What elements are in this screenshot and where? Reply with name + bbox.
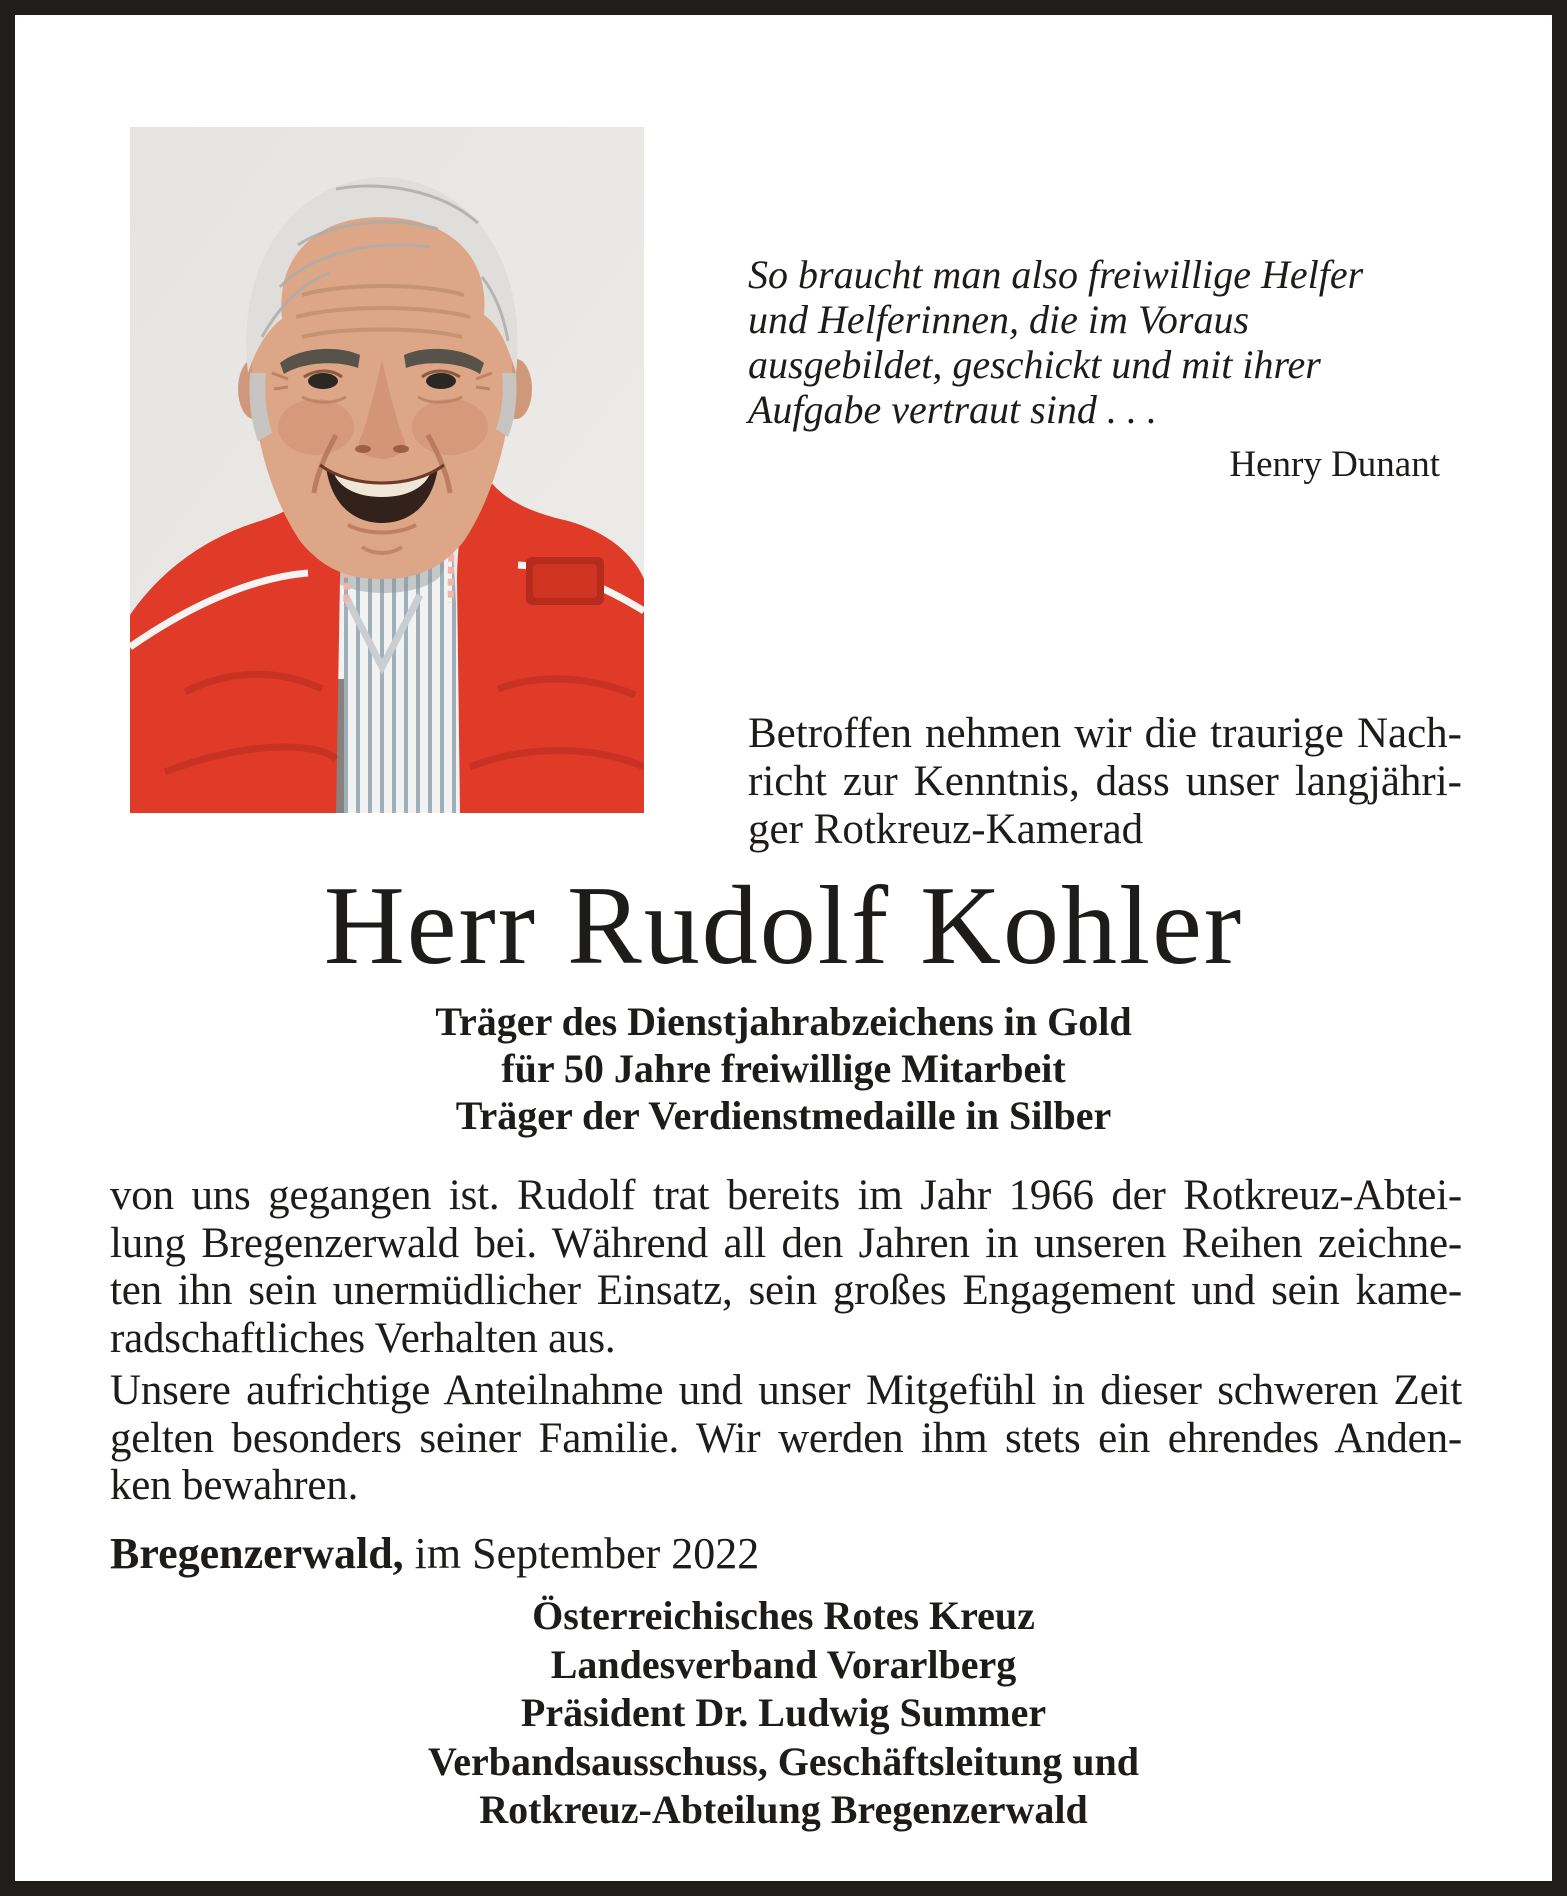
- signature-line: Präsident Dr. Ludwig Summer: [520, 1690, 1047, 1735]
- quote-line: ausgebildet, geschickt und mit ihrer: [748, 342, 1321, 387]
- honor-line: Träger der Verdienstmedaille in Silber: [455, 1093, 1112, 1138]
- body-line: ken bewahren.: [110, 1462, 359, 1509]
- date-line: [110, 1528, 759, 1581]
- portrait-photo: [130, 127, 644, 813]
- intro-text: [748, 710, 1462, 854]
- signature-block: [15, 1592, 1552, 1835]
- honors-block: [15, 998, 1552, 1139]
- portrait-photo-graphic: [130, 127, 644, 813]
- place-name: Bregenzerwald,: [110, 1529, 404, 1578]
- body-line: gelten besonders seiner Familie. Wir werden ihm stets ein ehrendes Anden-: [110, 1414, 1462, 1462]
- date-text: im September 2022: [403, 1529, 760, 1578]
- body-line: von uns gegangen ist. Rudolf trat bereits im Jahr 1966 der Rotkreuz-Abtei-: [110, 1172, 1462, 1219]
- intro-line: Betroffen nehmen wir die traurige Nach-: [748, 710, 1462, 757]
- signature-line: Österreichisches Rotes Kreuz: [532, 1593, 1035, 1638]
- quote-line: und Helferinnen, die im Voraus: [748, 297, 1250, 342]
- body-line: lung Bregenzerwald bei. Während all den Jahren in unseren Reihen zeichne-: [110, 1219, 1462, 1267]
- obituary-paragraph-2: [110, 1367, 1462, 1510]
- body-line: Unsere aufrichtige Anteilnahme und unser Mitgefühl in dieser schweren Zeit: [110, 1367, 1462, 1414]
- deceased-name: Herr Rudolf Kohler: [323, 864, 1244, 988]
- signature-line: Landesverband Vorarlberg: [550, 1641, 1017, 1687]
- quote-attribution: Henry Dunant: [1229, 444, 1440, 485]
- memorial-quote: [748, 252, 1440, 487]
- quote-line: So braucht man also freiwillige Helfer: [748, 252, 1364, 297]
- honor-line: für 50 Jahre freiwillige Mitarbeit: [501, 1046, 1066, 1091]
- body-line: ten ihn sein unermüdlicher Einsatz, sein großes Engagement und sein kame-: [110, 1267, 1462, 1314]
- intro-line: ger Rotkreuz-Kamerad: [748, 806, 1144, 853]
- signature-line: Rotkreuz-Abteilung Bregenzerwald: [479, 1787, 1088, 1832]
- signature-line: Verbandsausschuss, Geschäftsleitung und: [428, 1738, 1139, 1784]
- body-line: radschaftliches Verhalten aus.: [110, 1314, 616, 1362]
- quote-line: Aufgabe vertraut sind . . .: [748, 387, 1157, 432]
- honor-line: Träger des Dienstjahrabzeichens in Gold: [435, 999, 1132, 1044]
- intro-line: richt zur Kenntnis, dass unser langjähri-: [748, 758, 1462, 805]
- obituary-paragraph-1: [110, 1172, 1462, 1362]
